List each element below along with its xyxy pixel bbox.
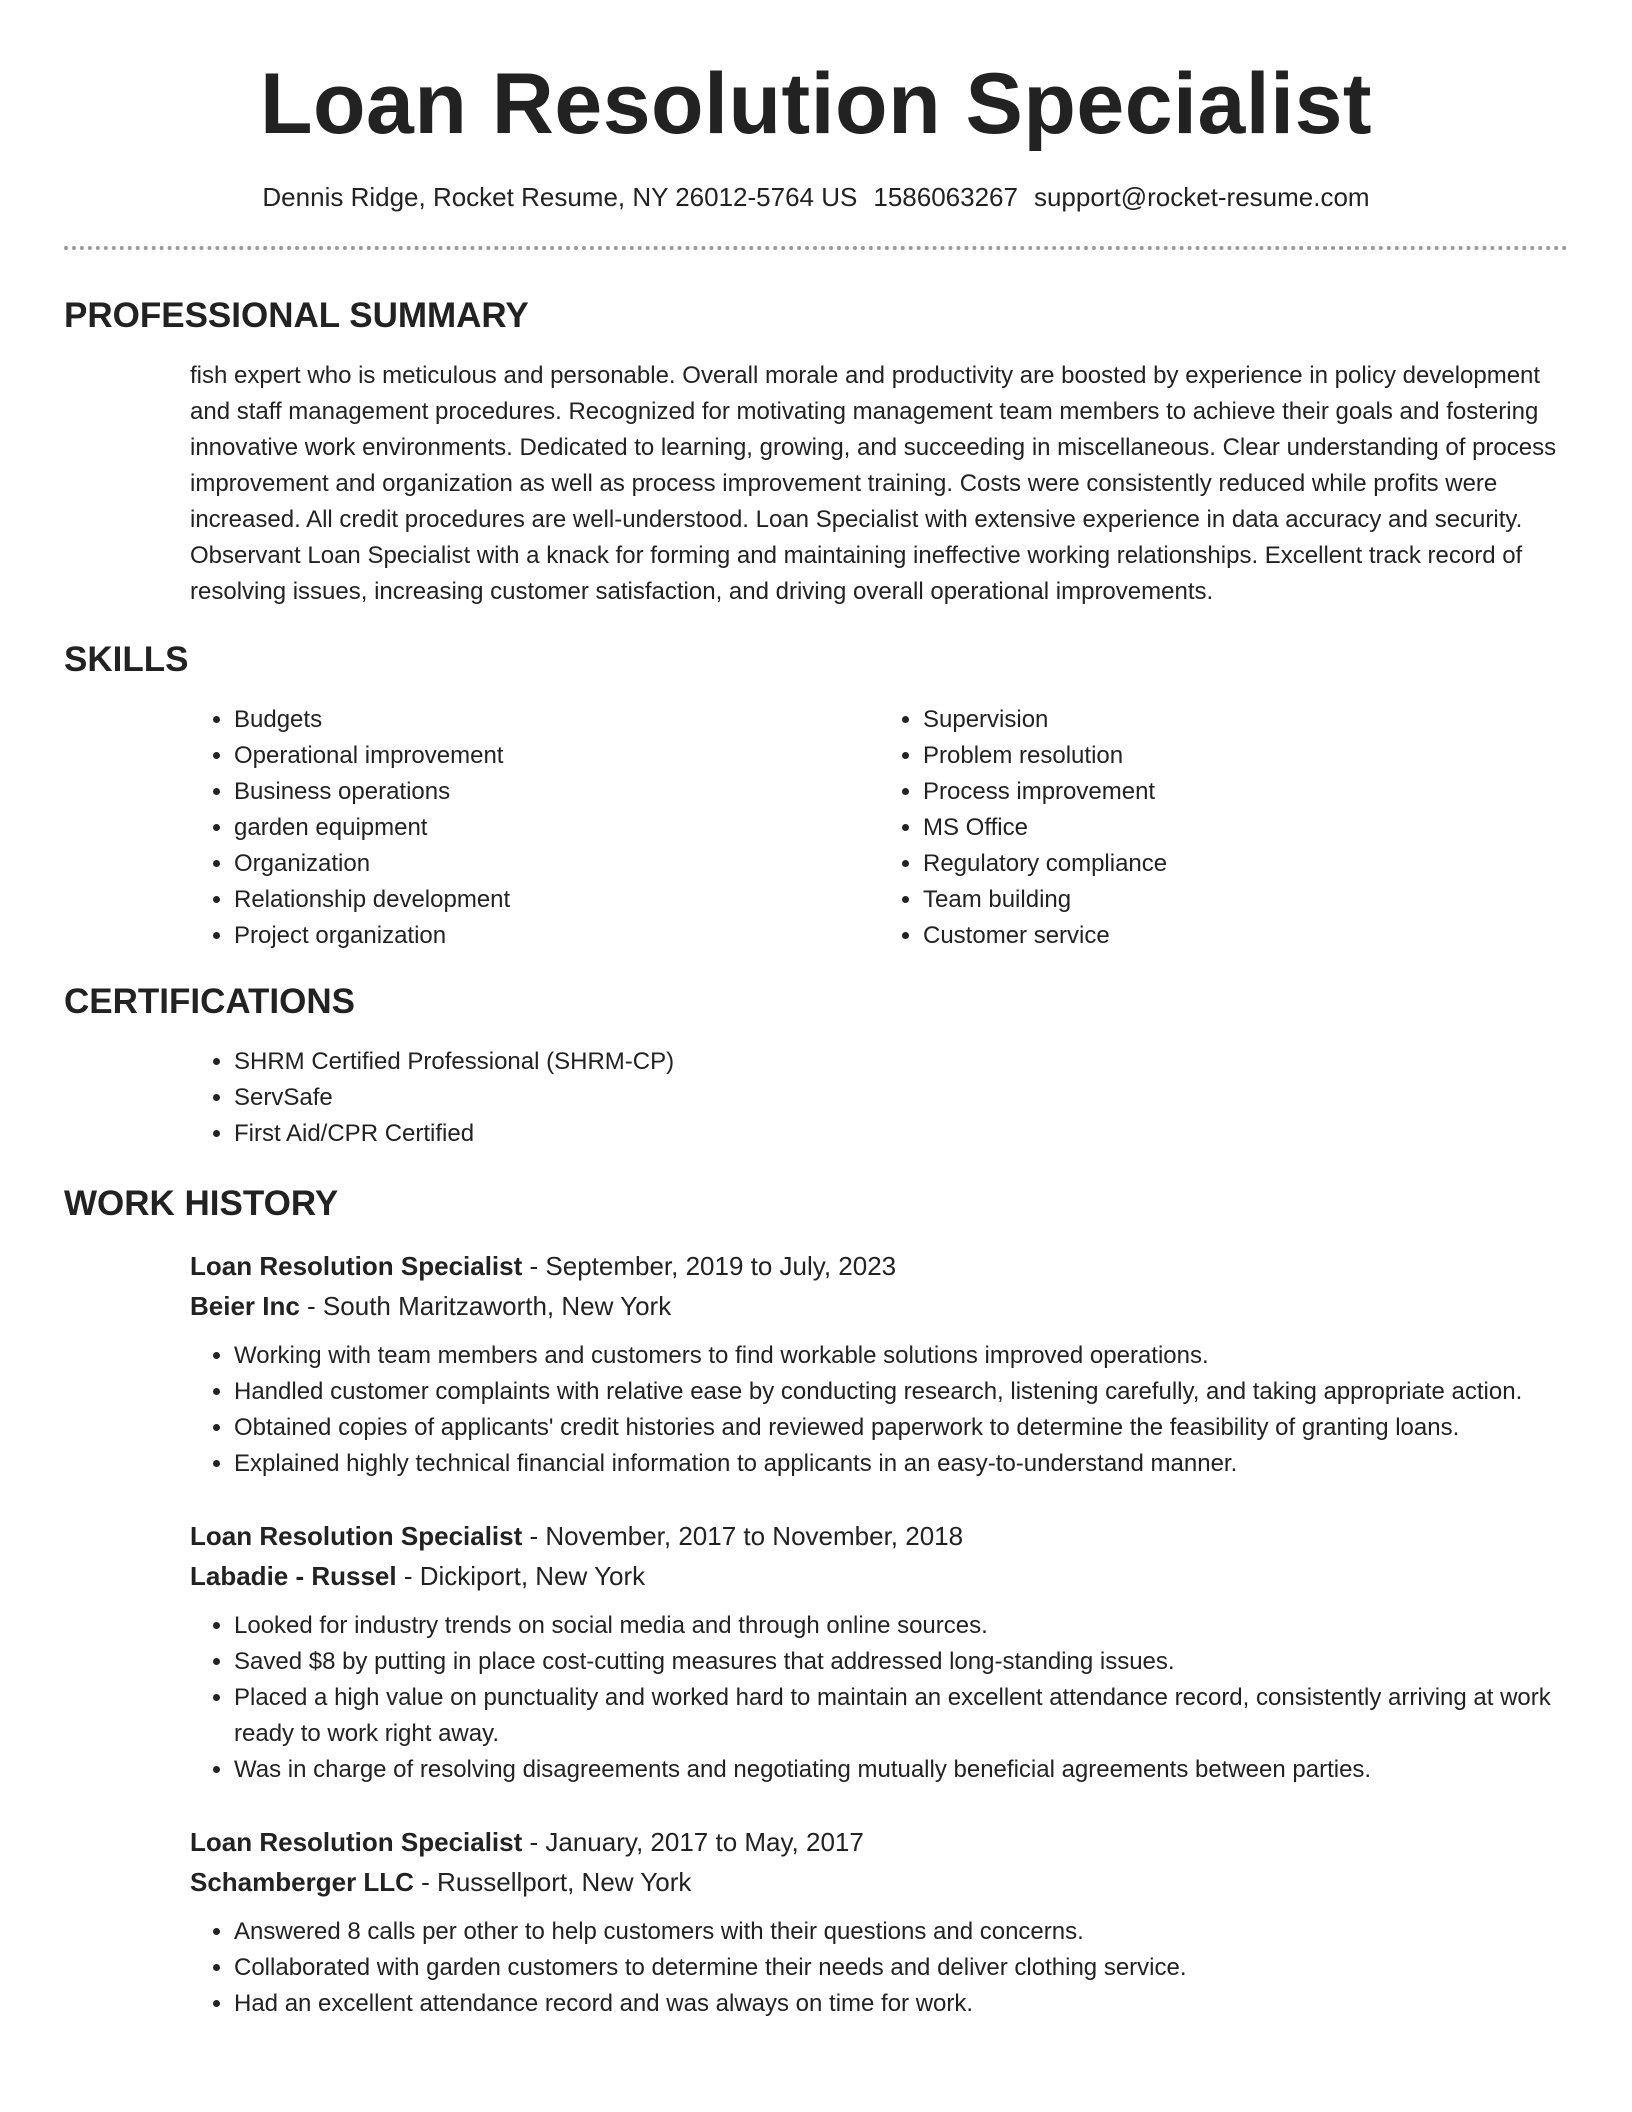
job-location: - South Maritzaworth, New York bbox=[299, 1291, 672, 1321]
skill-item: • Budgets bbox=[234, 702, 879, 738]
skill-item: • Customer service bbox=[923, 918, 1568, 954]
job-company: Beier Inc bbox=[190, 1291, 300, 1321]
certifications-heading: CERTIFICATIONS bbox=[64, 982, 356, 1021]
candidate-name: Loan Resolution Specialist bbox=[259, 56, 1373, 152]
contact-phone: 1586063267 bbox=[873, 182, 1018, 212]
job-role: Loan Resolution Specialist bbox=[190, 1827, 523, 1857]
certification-item: • ServSafe bbox=[234, 1080, 1568, 1116]
job-bullet: • Handled customer complaints with relative ease by conducting research, listening carefully, and taking appropriate action. bbox=[234, 1374, 1568, 1410]
job-entry bbox=[190, 1822, 1568, 2022]
skills-list bbox=[190, 702, 1568, 954]
job-dates: - November, 2017 to November, 2018 bbox=[522, 1521, 964, 1551]
job-company-line bbox=[190, 1862, 1568, 1902]
job-bullet: • Obtained copies of applicants' credit histories and reviewed paperwork to determine the feasibility of granting loans. bbox=[234, 1410, 1568, 1446]
job-company: Labadie - Russel bbox=[190, 1561, 397, 1591]
certifications-list bbox=[190, 1044, 1568, 1152]
skill-item: • Process improvement bbox=[923, 774, 1568, 810]
summary-text: fish expert who is meticulous and personable. Overall morale and productivity are boosted by experience in policy development and staff management procedures. Recognized for motivating management team members to achieve their goals and fostering innovative work environments. Dedicated to learning, growing, and succeeding in miscellaneous. Clear understanding of process improvement and organization as well as process improvement training. Costs were consistently reduced while profits were increased. All credit procedures are well-understood. Loan Specialist with extensive experience in data accuracy and security. Observant Loan Specialist with a knack for forming and maintaining ineffective working relationships. Excellent track record of resolving issues, increasing customer satisfaction, and driving overall operational improvements. bbox=[190, 362, 1557, 605]
certifications-bullets bbox=[190, 1044, 1568, 1152]
skill-item: • Problem resolution bbox=[923, 738, 1568, 774]
job-bullet: • Placed a high value on punctuality and worked hard to maintain an excellent attendance record, consistently arriving at work ready to work right away. bbox=[234, 1680, 1568, 1752]
contact-email[interactable]: support@rocket-resume.com bbox=[1033, 182, 1370, 212]
job-entry bbox=[190, 1516, 1568, 1788]
job-bullet: • Was in charge of resolving disagreements and negotiating mutually beneficial agreements between parties. bbox=[234, 1752, 1568, 1788]
skill-item: • garden equipment bbox=[234, 810, 879, 846]
certification-item: • SHRM Certified Professional (SHRM-CP) bbox=[234, 1044, 1568, 1080]
job-bullets bbox=[190, 1338, 1568, 1482]
skill-item: • MS Office bbox=[923, 810, 1568, 846]
job-role: Loan Resolution Specialist bbox=[190, 1251, 523, 1281]
job-dates: - January, 2017 to May, 2017 bbox=[522, 1827, 864, 1857]
job-bullets bbox=[190, 1914, 1568, 2022]
job-company-line bbox=[190, 1556, 1568, 1596]
job-bullet: • Saved $8 by putting in place cost-cutting measures that addressed long-standing issues. bbox=[234, 1644, 1568, 1680]
certification-item: • First Aid/CPR Certified bbox=[234, 1116, 1568, 1152]
contact-address: Dennis Ridge, Rocket Resume, NY 26012-5764 US bbox=[262, 182, 858, 212]
skill-item: • Project organization bbox=[234, 918, 879, 954]
job-location: - Dickiport, New York bbox=[396, 1561, 646, 1591]
skill-item: • Team building bbox=[923, 882, 1568, 918]
job-bullet: • Explained highly technical financial information to applicants in an easy-to-understand manner. bbox=[234, 1446, 1568, 1482]
job-dates: - September, 2019 to July, 2023 bbox=[522, 1251, 897, 1281]
skill-item: • Operational improvement bbox=[234, 738, 879, 774]
job-role: Loan Resolution Specialist bbox=[190, 1521, 523, 1551]
job-bullet: • Collaborated with garden customers to determine their needs and deliver clothing service. bbox=[234, 1950, 1568, 1986]
job-company: Schamberger LLC bbox=[190, 1867, 414, 1897]
job-title-line bbox=[190, 1516, 1568, 1556]
job-location: - Russellport, New York bbox=[413, 1867, 692, 1897]
job-title-line bbox=[190, 1246, 1568, 1286]
header-divider bbox=[64, 246, 1568, 250]
skill-item: • Supervision bbox=[923, 702, 1568, 738]
work-history-heading: WORK HISTORY bbox=[64, 1184, 339, 1223]
skill-item: • Relationship development bbox=[234, 882, 879, 918]
skill-item: • Regulatory compliance bbox=[923, 846, 1568, 882]
job-entry bbox=[190, 1246, 1568, 1482]
contact-line bbox=[64, 180, 1568, 214]
job-title-line bbox=[190, 1822, 1568, 1862]
resume-page bbox=[64, 0, 1568, 2022]
skills-heading: SKILLS bbox=[64, 640, 189, 679]
job-bullet: • Had an excellent attendance record and was always on time for work. bbox=[234, 1986, 1568, 2022]
summary-heading: PROFESSIONAL SUMMARY bbox=[64, 296, 529, 335]
job-company-line bbox=[190, 1286, 1568, 1326]
work-history-list bbox=[190, 1246, 1568, 2022]
job-bullet: • Working with team members and customers to find workable solutions improved operations. bbox=[234, 1338, 1568, 1374]
skills-column-left bbox=[190, 702, 879, 954]
job-bullet: • Answered 8 calls per other to help customers with their questions and concerns. bbox=[234, 1914, 1568, 1950]
skill-item: • Business operations bbox=[234, 774, 879, 810]
skill-item: • Organization bbox=[234, 846, 879, 882]
job-bullets bbox=[190, 1608, 1568, 1788]
job-bullet: • Looked for industry trends on social media and through online sources. bbox=[234, 1608, 1568, 1644]
skills-column-right bbox=[879, 702, 1568, 954]
